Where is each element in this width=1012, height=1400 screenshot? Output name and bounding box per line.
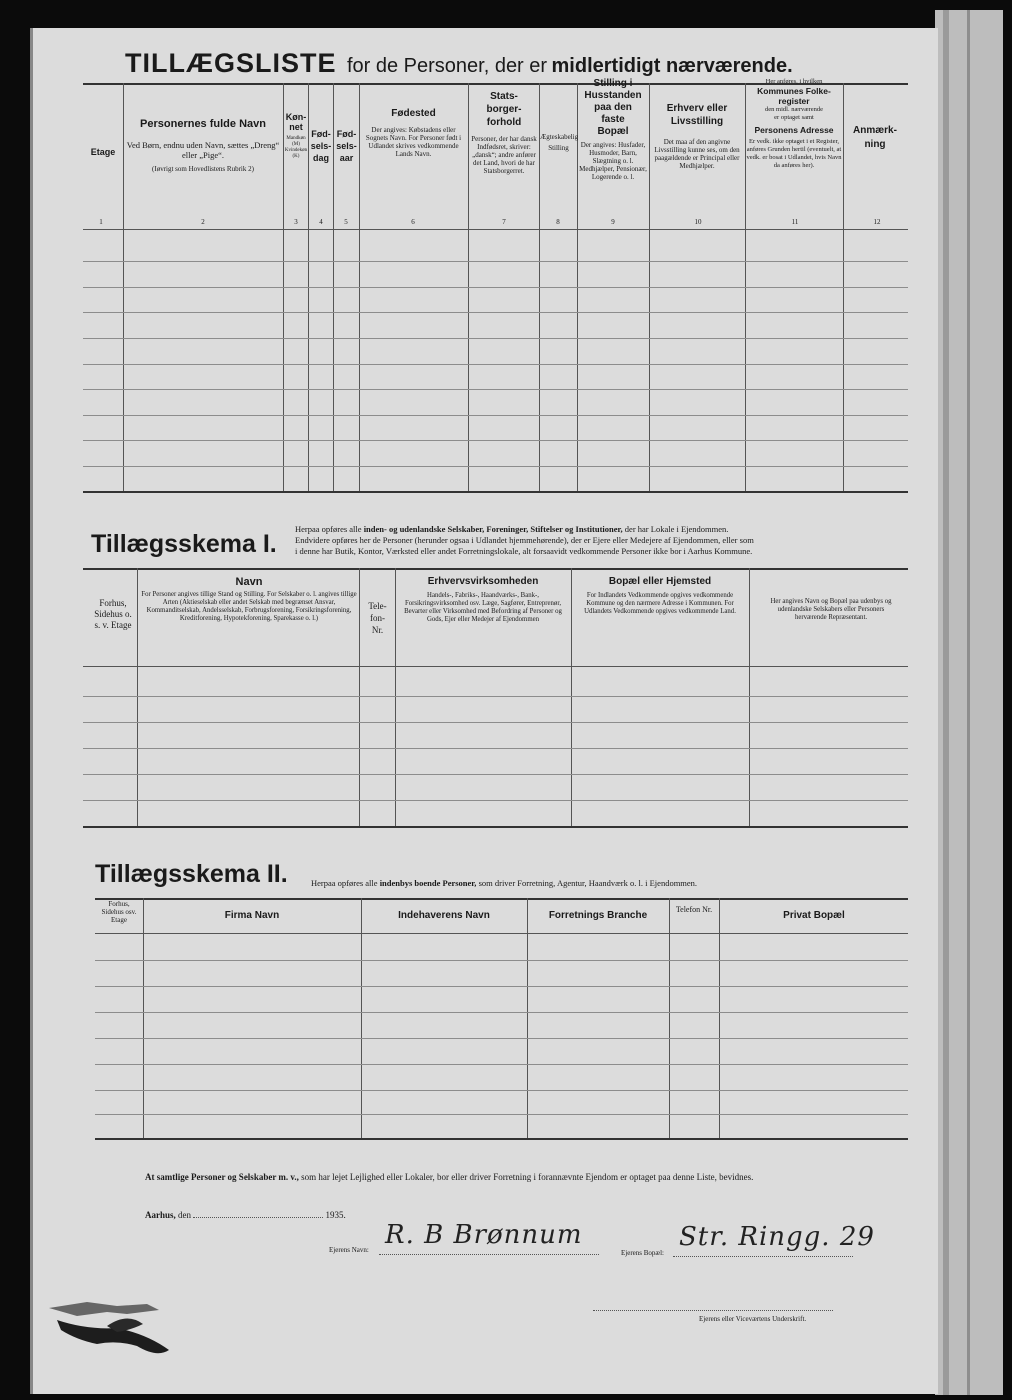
- col-num-10: 10: [694, 218, 702, 226]
- skema1-intro: Herpaa opføres alle inden- og udenlandske Selskaber, Foreninger, Stiftelser og Institutioner, der har Lokale i Ejendommen. Endvidere opføres her de Personer (herunder ogsaa i Udlandet hjemmehørende), der er Ejere eller Medejere af Ejendommen, eller som i denne har Butik, Kontor, Værksted eller andet Forretningslokale, alt forsaavidt vedkommende Personer ikke bor i Aarhus Kommune.: [295, 524, 754, 556]
- date-line: Aarhus, den 1935.: [145, 1210, 346, 1220]
- owner-address-label: Ejerens Bopæl:: [621, 1249, 664, 1257]
- col-etage-header: Etage: [90, 147, 116, 157]
- page-edge-shadow: [943, 10, 949, 1395]
- title-rest: for de Personer, der er: [346, 55, 548, 77]
- skema2-col-indehaver: Indehaverens Navn: [398, 910, 490, 921]
- col-num-11: 11: [791, 218, 799, 226]
- col-num-6: 6: [411, 218, 415, 226]
- col-num-9: 9: [611, 218, 615, 226]
- form-title: [125, 48, 885, 79]
- signature-label: Ejerens eller Viceværtens Underskrift.: [699, 1315, 807, 1323]
- skema2-title: Tillægsskema II.: [95, 860, 288, 888]
- adjacent-page-edge: [935, 10, 1003, 1395]
- skema2-col-bopael: Privat Bopæl: [783, 910, 845, 921]
- skema1-col-forhus: Forhus, Sidehus o. s. v. Etage: [94, 598, 132, 630]
- skema2-col-firma: Firma Navn: [224, 910, 280, 921]
- owner-name-label: Ejerens Navn:: [329, 1246, 369, 1254]
- skema1-title: Tillægsskema I.: [91, 530, 277, 558]
- col-foedested-header: Fødested Der angives: Købstadens eller Sognets Navn. For Personer født i Udlandet skrives vedkommende Lands Navn.: [365, 108, 462, 158]
- skema2-col-telefon: Telefon Nr.: [675, 905, 713, 914]
- skema1-col-bopael: Bopæl eller Hjemsted For Indlandets Vedkommende opgives vedkommende Kommune og den nærmere Adresse i Kommunen. For Udlandets Vedkommende opgives vedkommende Land.: [584, 576, 736, 615]
- col-num-4: 4: [319, 218, 323, 226]
- col-num-12: 12: [873, 218, 881, 226]
- col-num-7: 7: [502, 218, 506, 226]
- col-num-5: 5: [344, 218, 348, 226]
- skema2-intro: Herpaa opføres alle indenbys boende Personer, som driver Forretning, Agentur, Haandværk o. l. i Ejendommen.: [311, 878, 698, 888]
- col-anmaerkning-header: Anmærk- ning: [853, 125, 897, 150]
- title-main: TILLÆGSLISTE: [125, 48, 337, 78]
- col-erhverv-header: Erhverv eller Livsstilling Det maa af den angivne Livsstilling kunne ses, om den paagældende er Principal eller Medhjælper.: [654, 103, 740, 170]
- owner-address-handwriting: Str. Ringg. 29: [679, 1222, 875, 1252]
- col-num-1: 1: [99, 218, 103, 226]
- skema1-col-erhverv: Erhvervsvirksomheden Handels-, Fabriks-, Haandværks-, Bank-, Forsikringsvirksomhed osv. Læge, Sagfører, Entreprenør, Bevarter eller Virksomhed med Befordring af Personer og Gods, Ejer eller Medejer af Ejendommen: [404, 576, 562, 623]
- col-koennet-header: Køn- net Mandkøn (M) Kvindekøn (K): [284, 112, 308, 159]
- census-form-page: [30, 28, 938, 1394]
- col-foedselsaar-header: Fød- sels- aar: [336, 129, 357, 163]
- skema2-col-forhus: Forhus, Sidehus osv. Etage: [101, 900, 137, 924]
- skema1-col-navn: Navn For Personer angives tillige Stand og Stilling. For Selskaber o. l. angives tillige Arten (Aktieselskab eller andet Selskab med begrænset Ansvar, Kommanditselskab, Andelsselskab, Forbrugsforening, Forsikringsforening, Kreditforening, Hypotekforening, Sparekasse o. l.): [141, 576, 357, 622]
- col-num-2: 2: [201, 218, 205, 226]
- col-foedselsdag-header: Fød- sels- dag: [310, 129, 332, 163]
- owner-name-signature: R. B Brønnum: [385, 1220, 583, 1250]
- skema1-col-repraesentant: Her angives Navn og Bopæl paa udenbys og udenlandske Selskabers eller Personers herværende Repræsentant.: [770, 598, 892, 621]
- col-stilling-header: Stilling i Husstanden paa den faste Bopæl Der angives: Husfader, Husmoder, Barn, Slægtning o. l. Medhjælper, Pensionær, Logerende o. l.: [579, 78, 647, 181]
- title-bold: midlertidigt nærværende.: [551, 55, 793, 77]
- col-aegteskab-header: Ægteskabelig Stilling: [540, 133, 579, 152]
- col-num-8: 8: [556, 218, 560, 226]
- ink-smudge-stamp: [47, 1300, 177, 1370]
- skema1-col-telefon: Tele- fon- Nr.: [368, 601, 387, 635]
- col-num-3: 3: [294, 218, 298, 226]
- col-navn-header: Personernes fulde Navn Ved Børn, endnu uden Navn, sættes „Dreng“ eller „Pige“. (Iøvrigt som Hovedlistens Rubrik 2): [126, 118, 280, 173]
- col-statsborger-header: Stats- borger- forhold Personer, der har dansk Indfødsret, skriver: „dansk“; andre anfører det Land, hvori de har Statsborgerret.: [471, 91, 537, 175]
- skema2-col-branche: Forretnings Branche: [548, 910, 648, 921]
- page-edge-line: [967, 10, 970, 1395]
- col-adresse-header: Her anføres, i hvilken Kommunes Folke- register den midl. nærværende er optaget samt Personens Adresse Er vedk. ikke optaget i et Register, anføres Grunden hertil (eventuelt, at vedk. er bosat i Udlandet, hvis Navn da anføres her).: [746, 78, 842, 169]
- certification-statement: At samtlige Personer og Selskaber m. v., som har lejet Lejlighed eller Lokaler, bor eller driver Forretning i forannævnte Ejendom er optaget paa denne Liste, bevidnes.: [145, 1172, 754, 1182]
